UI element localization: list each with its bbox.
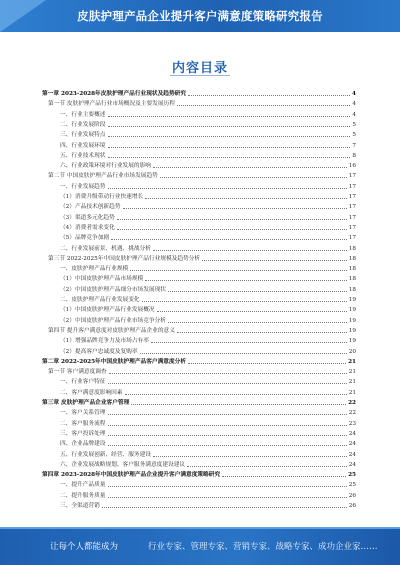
toc-entry-page: 20 [348,348,356,355]
toc-entry-page: 23 [348,420,356,427]
toc-entry-page: 26 [348,503,356,509]
toc-entry-title: 三、行业发展特点 [60,132,106,139]
footer-slogan-left: 让每个人都能成为 [50,542,119,552]
toc-entry-title: 二、行业发展阶段 [60,121,106,128]
toc-entry-title: 第三节 2022-2025年中国皮肤护理产品行业规模及趋势分析 [48,255,201,262]
footer-banner [0,527,400,565]
toc-entry-page: 5 [352,132,356,139]
toc-entry-page: 4 [352,91,356,97]
toc-entry-page: 4 [352,111,356,118]
toc-entry-title: 第二节 中国皮肤护理产品行业市场发展趋势 [48,173,158,180]
toc-entry-title: （1）增强品牌竞争力及市场占有率 [60,338,149,345]
toc-entry-title: 五、行业发展创新、经营、服务建设 [60,451,151,458]
toc-entry-title: 二、行业发展前景、机遇、挑战分析 [60,245,151,252]
toc-heading-rule [170,75,230,76]
toc-entry-page: 4 [352,101,356,108]
header-banner [0,0,400,32]
toc-entry-page: 24 [348,430,356,437]
toc-entry-title: 第四章 2023-2028年中国皮肤护理产品企业提升客户满意度策略研究 [42,472,221,479]
toc-entry-page: 19 [348,317,356,324]
toc-entry-page: 24 [348,451,356,458]
toc-entry-title: （1）中国皮肤护理产品行业发展概况 [60,307,155,314]
toc-entry-page: 19 [348,338,356,345]
toc-entry-page: 25 [348,482,356,489]
toc-entry-page: 21 [348,369,356,376]
toc-entry-page: 19 [348,307,356,314]
toc-entry-page: 17 [348,214,356,221]
toc-entry-title: （2）中国皮肤护理产品行业市场竞争分析 [60,317,166,324]
toc-entry-title: 第四节 提升客户满意度对皮肤护理产品企业的意义 [48,327,175,334]
toc-entry-page: 17 [348,183,356,190]
toc-entry-page: 17 [348,194,356,200]
toc-entry-title: 三、客户投诉处理 [60,430,106,437]
toc-entry-page: 18 [348,276,356,283]
toc-entry-title: （2）中国皮肤护理产品细分市场发展现状 [60,286,166,293]
toc-entry-page: 21 [348,358,356,365]
toc-entry-title: （1）中国皮肤护理产品市场规模 [60,276,144,283]
toc-entry-page: 21 [348,379,356,386]
report-title: 皮肤护理产品企业提升客户满意度策略研究报告 [77,9,323,23]
toc-entry-page: 26 [348,492,356,499]
toc-entry-title: 五、行业技术现状 [60,152,106,159]
toc-leader-dots [102,507,347,508]
toc-entry-page: 25 [348,472,356,479]
toc-entry-page: 19 [348,327,356,334]
toc-entry-title: 第一章 2023-2028年皮肤护理产品行业现状及趋势研究 [42,91,187,97]
toc-entry-title: 一、客户关系管理 [60,410,106,417]
toc-entry-title: （5）品牌竞争加剧 [60,235,110,242]
toc-entry-title: 三、全渠道营销 [60,503,100,509]
toc-entry-title: 一、提升产品质量 [60,482,106,489]
toc-entry-title: （4）消费者需求变化 [60,224,115,231]
toc-entry-title: 四、企业品牌建设 [60,441,106,448]
toc-entry-title: 六、行业政策环境对行业发展的影响 [60,163,151,170]
toc-entry-title: （3）渠道多元化趋势 [60,214,115,221]
toc-entry-page: 18 [348,286,356,293]
toc-entry-title: 二、提升服务质量 [60,492,106,499]
toc-entry-page: 22 [348,400,356,406]
toc-entry-title: （2）产品技术创新趋势 [60,204,121,211]
toc-entry-title: 一、皮肤护理产品行业规模 [60,266,129,273]
toc-entry[interactable] [42,498,356,509]
toc-entry-title: 二、皮肤护理产品行业发展变化 [60,297,140,303]
toc-entry-page: 18 [348,245,356,252]
toc-entry-page: 7 [352,142,356,149]
toc-heading: 内容目录 [171,61,228,76]
toc-entry-page: 17 [348,235,356,242]
toc-entry-page: 24 [348,461,356,468]
toc-entry-title: 二、客户满意度影响因素 [60,389,123,396]
toc-entry-page: 18 [348,266,356,273]
toc-entry-page: 8 [352,152,356,159]
toc-entry-title: 第一节 皮肤护理产品行业市场概况及主要发展历程 [48,101,175,108]
toc-entry-title: 一、行业主要概述 [60,111,106,118]
toc-entry-title: 四、行业发展环境 [60,142,106,149]
toc-entry-page: 5 [352,121,356,128]
toc-entry-title: 一、行业发展趋势 [60,183,106,190]
toc-entry-title: 二、客户服务流程 [60,420,106,427]
toc-entry-page: 17 [348,224,356,231]
toc-entry-page: 16 [348,163,356,170]
toc-entry-title: 六、企业发展战略规划、客户服务满意度建设建议 [60,461,186,468]
toc-entry-title: 第三章 皮肤护理产品企业客户管理 [42,400,130,406]
toc-entry-page: 19 [348,297,356,303]
toc-entry-title: 第二章 2022-2025年中国皮肤护理产品客户满意度分析 [42,358,187,365]
footer-top-rule [0,527,400,529]
toc-entry-title: （2）提高客户忠诚度及复购率 [60,348,138,355]
toc-entry-page: 17 [348,204,356,211]
toc-entry-page: 24 [348,441,356,448]
toc-entry-title: 第一节 客户满意度调查 [48,369,107,376]
toc-entry-page: 18 [348,255,356,262]
table-of-contents [42,86,356,510]
toc-entry-page: 22 [348,410,356,417]
toc-entry-page: 21 [348,389,356,396]
toc-entry-page: 17 [348,173,356,180]
footer-slogan-right: 行业专家、管理专家、营销专家、战略专家、成功企业家…… [148,542,378,552]
toc-entry-title: （1）消费升级带动行业快速增长 [60,194,144,200]
toc-entry-title: 一、行业客户特征 [60,379,106,386]
